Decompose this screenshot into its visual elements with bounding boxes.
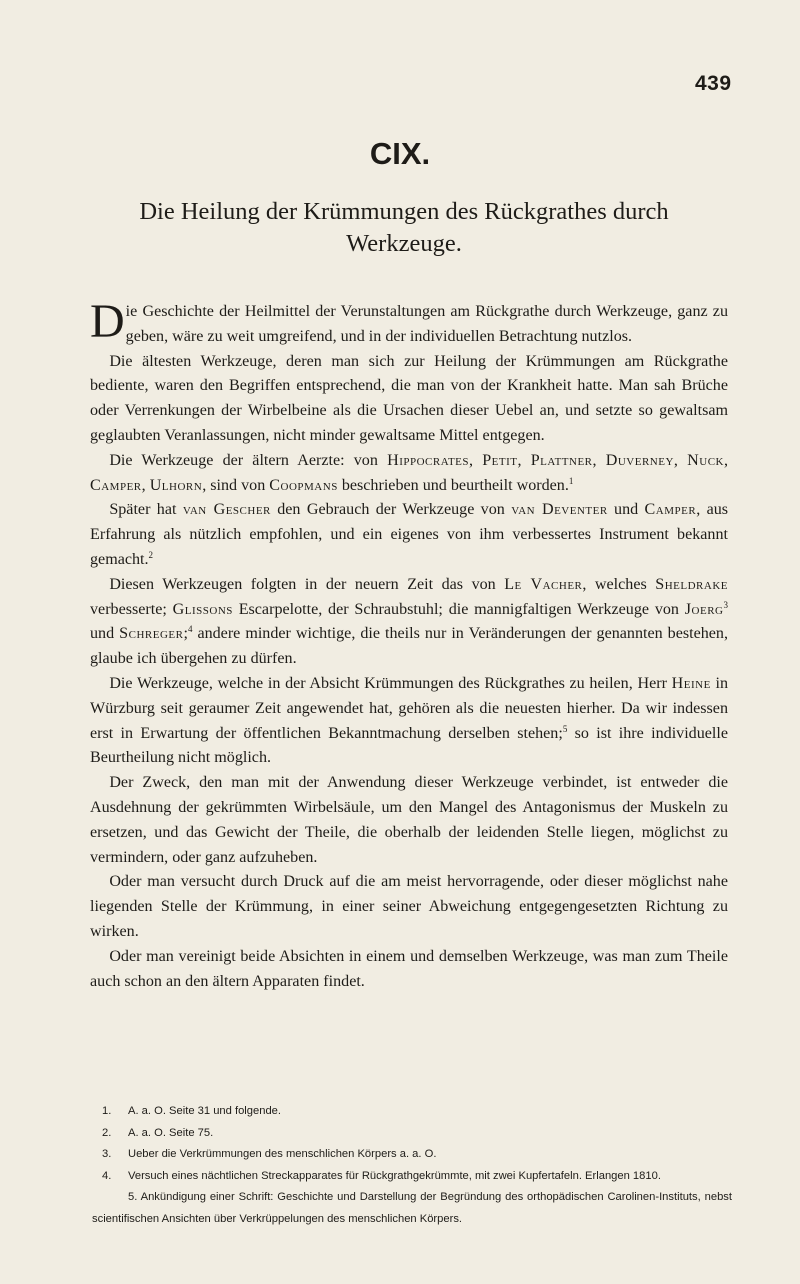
text-segment: in Würzburg seit geraumer Zeit angewendet hat, gehören als die neuesten hierher. Da wir indessen erst in Erwartung der öffentlichen Bekanntmachung derselben stehen;	[90, 674, 729, 742]
text-segment: ,	[673, 451, 688, 469]
text-segment: , welches	[582, 575, 656, 593]
paragraph-3	[90, 449, 728, 499]
author-name: van Deventer	[511, 501, 608, 519]
text-segment: , sind von	[202, 476, 270, 494]
paragraph-text: Oder man vereinigt beide Absichten in einem und demselben Werkzeuge, was man zum Theile auch schon an den ältern Apparaten findet.	[90, 947, 728, 990]
footnote-ref: 3	[723, 599, 728, 610]
author-name: Heine	[671, 674, 711, 692]
body-text	[90, 295, 729, 994]
text-segment: Die Werkzeuge der ältern Aerzte: von	[109, 451, 388, 469]
text-segment: Escarpelotte, der Schraubstuhl; die mannigfaltigen Werkzeuge von	[232, 600, 685, 618]
footnote-number: 4.	[102, 1169, 112, 1182]
text-segment: ,	[469, 451, 483, 469]
footnote-text: A. a. O. Seite 31 und folgende.	[128, 1105, 282, 1117]
footnote-text: Ueber die Verkrümmungen des menschlichen Körpers a. a. O.	[128, 1148, 437, 1160]
text-segment: ,	[141, 476, 150, 494]
author-name: Schreger	[119, 625, 184, 643]
footnote	[92, 1166, 732, 1188]
footnote-number: 5.	[128, 1191, 138, 1203]
author-name: Le Vacher	[504, 575, 583, 593]
chapter-title	[90, 196, 718, 260]
author-name: Glissons	[172, 600, 233, 618]
text-segment: ;	[183, 625, 188, 643]
text-segment: Die Werkzeuge, welche in der Absicht Krümmungen des Rückgrathes zu heilen, Herr	[109, 674, 672, 692]
title-line-2: Werkzeuge.	[346, 230, 462, 257]
author-name: Camper	[90, 476, 142, 494]
text-segment: und	[607, 501, 645, 519]
text-segment: und	[90, 625, 120, 643]
text-segment: ,	[517, 451, 531, 469]
footnotes	[92, 1101, 732, 1230]
chapter-number: CIX.	[369, 136, 431, 171]
author-name: Sheldrake	[655, 575, 728, 593]
paragraph-4	[90, 498, 728, 572]
footnote-text: Ankündigung einer Schrift: Geschichte und Darstellung der Begründung des orthopädischen Carolinen-Instituts, nebst scientifischen Ansichten über Verkrüppelungen des menschlichen Körpers.	[92, 1191, 732, 1225]
text-segment: ,	[592, 451, 606, 469]
footnote-number: 2.	[102, 1126, 112, 1139]
footnote-number: 1.	[102, 1105, 112, 1117]
paragraph-9	[90, 945, 728, 995]
footnote-ref: 1	[568, 475, 574, 486]
text-segment: , aus Erfahrung als nützlich empfohlen, und ein eigenes von ihm verbessertes Instrument bekannt gemacht.	[90, 501, 729, 568]
footnote-text: A. a. O. Seite 75.	[128, 1126, 214, 1139]
author-name: Ulhorn	[149, 476, 203, 494]
footnote-text: Versuch eines nächtlichen Streckapparates für Rückgrathgekrümmte, mit zwei Kupfertafeln. Erlangen 1810.	[128, 1169, 661, 1182]
footnote-number: 3.	[102, 1148, 112, 1160]
drop-cap: D	[90, 295, 125, 348]
footnote	[92, 1144, 732, 1166]
author-name: Camper	[644, 501, 697, 519]
paragraph-5	[90, 573, 728, 672]
footnote-ref: 4	[187, 624, 193, 635]
paragraph-6	[90, 672, 728, 771]
author-name: Nuck	[687, 451, 724, 469]
text-segment: Diesen Werkzeugen folgten in der neuern Zeit das von	[109, 575, 505, 593]
footnote-ref: 2	[148, 549, 154, 560]
footnote-ref: 5	[562, 723, 568, 734]
author-name: Plattner	[530, 451, 593, 469]
text-segment: beschrieben und beurtheilt worden.	[337, 476, 569, 494]
author-name: Coopmans	[269, 476, 338, 494]
paragraph-1	[90, 295, 728, 350]
text-segment: andere minder wichtige, die theils nur in Veränderungen der genannten bestehen, glaube ich übergehen zu dürfen.	[90, 625, 728, 668]
text-segment: verbesserte;	[90, 600, 173, 618]
text-segment: Später hat	[109, 501, 183, 519]
author-name: Duverney	[605, 451, 674, 469]
author-name: Petit	[482, 451, 518, 469]
author-name: Hippocrates	[387, 451, 469, 469]
paragraph-8	[90, 870, 728, 944]
paragraph-text: Oder man versucht durch Druck auf die am meist hervorragende, oder dieser möglichst nahe liegenden Stelle der Krümmung, in einer seiner Abweichung entgegengesetzten Richtung zu wirken.	[90, 873, 728, 940]
text-segment: ,	[723, 451, 729, 469]
author-name: van Gescher	[182, 501, 271, 519]
paragraph-7	[90, 771, 728, 870]
text-segment: so ist ihre individuelle Beurtheilung nicht möglich.	[90, 724, 729, 767]
paragraph-2	[90, 350, 728, 449]
title-line-1: Die Heilung der Krümmungen des Rückgrathes durch	[139, 198, 669, 225]
paragraph-text: ie Geschichte der Heilmittel der Verunstaltungen am Rückgrathe durch Werkzeuge, ganz zu geben, wäre zu weit umgreifend, und in der individuellen Betrachtung nutzlos.	[125, 303, 728, 345]
author-name: Joerg	[684, 600, 724, 618]
paragraph-text: Die ältesten Werkzeuge, deren man sich zur Heilung der Krümmungen am Rückgrathe bediente, waren den Begriffen entsprechend, die man von der Krankheit hatte. Man sah Brüche oder Verrenkungen der Wirbelbeine als die Ursachen dieser Uebel an, und setzte so gewaltsam geglaubten Veranlassungen, nicht minder gewaltsame Mittel entgegen.	[90, 352, 728, 444]
paragraph-text: Der Zweck, den man mit der Anwendung dieser Werkzeuge verbindet, ist entweder die Ausdehnung der gekrümmten Wirbelsäule, um den Mangel des Antagonismus der Muskeln zu ersetzen, und das Gewicht der Theile, die oberhalb der leidenden Stelle liegen, möglichst zu vermindern, oder ganz aufzuheben.	[90, 774, 728, 866]
footnote	[92, 1101, 732, 1123]
footnote	[92, 1123, 732, 1145]
text-segment: den Gebrauch der Werkzeuge von	[270, 501, 512, 519]
page-number: 439	[695, 72, 732, 95]
footnote	[92, 1187, 732, 1230]
